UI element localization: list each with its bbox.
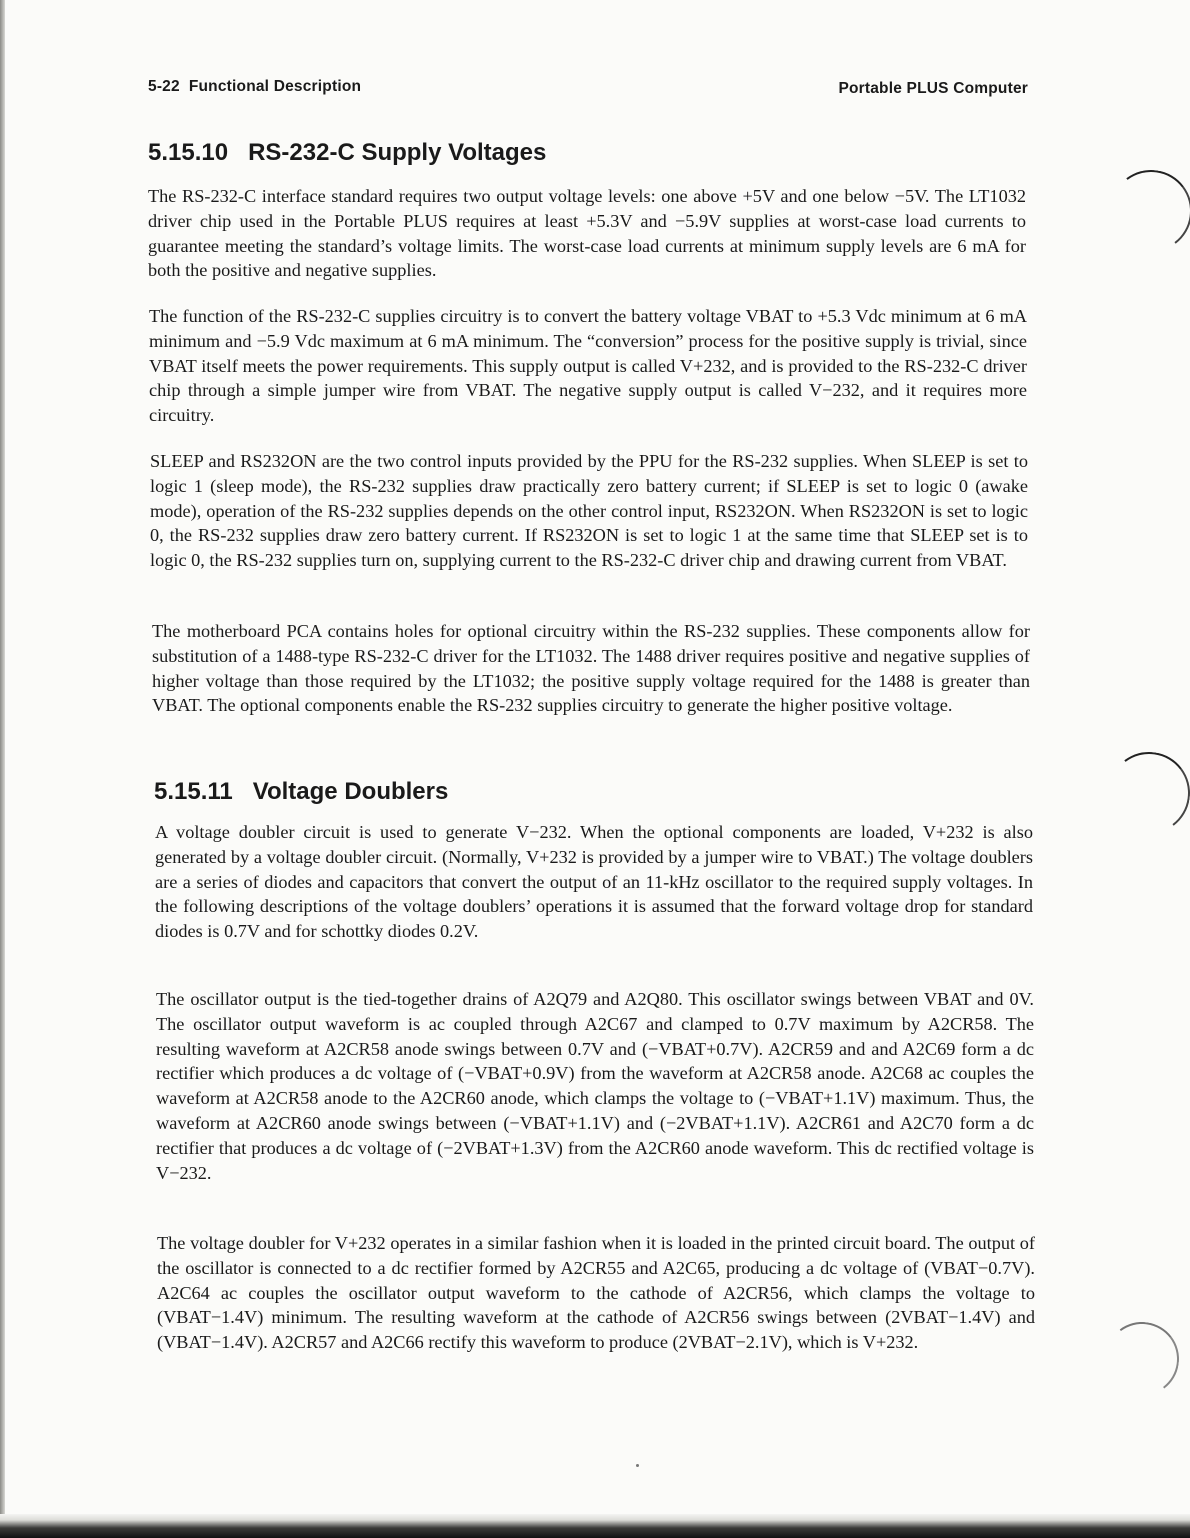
section-heading-voltage-doublers <box>154 778 448 806</box>
scan-bottom-edge <box>0 1514 1190 1538</box>
paragraph: The motherboard PCA contains holes for optional circuitry within the RS-232 supplies. These components allow for substitution of a 1488-type RS-232-C driver for the LT1032. The 1488 driver requires positive and negative supplies of higher voltage than those required by the LT1032; the positive supply voltage required for the 1488 is greater than VBAT. The optional components enable the RS-232 supplies circuitry to generate the higher positive voltage. <box>152 621 1030 716</box>
section-title: Voltage Doublers <box>252 778 449 805</box>
paragraph: A voltage doubler circuit is used to generate V−232. When the optional components are loaded, V+232 is also generated by a voltage doubler circuit. (Normally, V+232 is provided by a jumper wire to VBAT.) The voltage doublers are a series of diodes and capacitors that convert the output of an 11-kHz oscillator to the required supply voltages. In the following descriptions of the voltage doublers’ operations it is assumed that the forward voltage drop for standard diodes is 0.7V and for schottky diodes 0.2V. <box>155 822 1033 942</box>
paragraph: The oscillator output is the tied-together drains of A2Q79 and A2Q80. This oscillator swings between VBAT and 0V. The oscillator output waveform is ac coupled through A2C67 and clamped to 0.7V maximum by A2CR58. The resulting waveform at A2CR58 anode swings between 0.7V and (−VBAT+0.7V). A2CR59 and and A2C69 form a dc rectifier which produces a dc voltage of (−VBAT+0.9V) from the waveform at A2CR58 anode. A2C68 ac couples the waveform at A2CR58 anode to the A2CR60 anode, which clamps the voltage to (−VBAT+1.1V) maximum. Thus, the waveform at A2CR60 anode swings between (−VBAT+1.1V) and (−2VBAT+1.1V). A2CR61 and A2C70 form a dc rectifier that produces a dc voltage of (−2VBAT+1.3V) from the A2CR60 anode waveform. This dc rectified voltage is V−232. <box>156 989 1034 1183</box>
section-heading-supply-voltages <box>148 139 546 167</box>
binder-hole-icon <box>1100 1317 1184 1401</box>
binder-hole-icon <box>1105 165 1190 258</box>
paragraph: The RS-232-C interface standard requires two output voltage levels: one above +5V and one below −5V. The LT1032 driver chip used in the Portable PLUS requires at least +5.3V and −5.9V supplies at worst-case load currents to guarantee meeting the standard’s voltage limits. The worst-case load currents at minimum supply levels are 6 mA for both the positive and negative supplies. <box>148 186 1026 281</box>
section-number: 5.15.10 <box>148 139 229 166</box>
paragraph: The function of the RS-232-C supplies circuitry is to convert the battery voltage VBAT to +5.3 Vdc minimum at 6 mA minimum and −5.9 Vdc maximum at 6 mA minimum. The “conversion” process for the positive supply is trivial, since VBAT itself meets the power requirements. This supply output is called V+232, and is provided to the RS-232-C driver chip through a simple jumper wire from VBAT. The negative supply output is called V−232, and it requires more circuitry. <box>149 306 1027 426</box>
scan-left-edge <box>0 0 5 1538</box>
binder-hole-icon <box>1103 747 1190 840</box>
paragraph: SLEEP and RS232ON are the two control inputs provided by the PPU for the RS-232 supplies. When SLEEP is set to logic 1 (sleep mode), the RS-232 supplies draw practically zero battery current; if SLEEP is set to logic 0 (awake mode), operation of the RS-232 supplies depends on the other control input, RS232ON. When RS232ON is set to logic 0, the RS-232 supplies draw zero battery current. If RS232ON is set to logic 1 at the same time that SLEEP set is to logic 0, the RS-232 supplies turn on, supplying current to the RS-232-C driver chip and drawing current from VBAT. <box>150 451 1028 571</box>
paragraph: The voltage doubler for V+232 operates in a similar fashion when it is loaded in the printed circuit board. The output of the oscillator is connected to a dc rectifier formed by A2CR55 and A2C65, producing a dc voltage of (VBAT−0.7V). A2C64 ac couples the oscillator output waveform to the cathode of A2CR56, which clamps the voltage to (VBAT−1.4V) minimum. The resulting waveform at the cathode of A2CR56 swings between (2VBAT−1.4V) and (VBAT−1.4V). A2CR57 and A2C66 rectify this waveform to produce (2VBAT−2.1V), which is V+232. <box>157 1233 1035 1353</box>
scan-speck <box>636 1464 639 1467</box>
running-header <box>148 78 1028 100</box>
header-page-section: 5-22 Functional Description <box>148 78 362 95</box>
section-number: 5.15.11 <box>154 778 233 805</box>
section-title: RS-232-C Supply Voltages <box>248 139 547 166</box>
header-document-title: Portable PLUS Computer <box>838 80 1028 97</box>
